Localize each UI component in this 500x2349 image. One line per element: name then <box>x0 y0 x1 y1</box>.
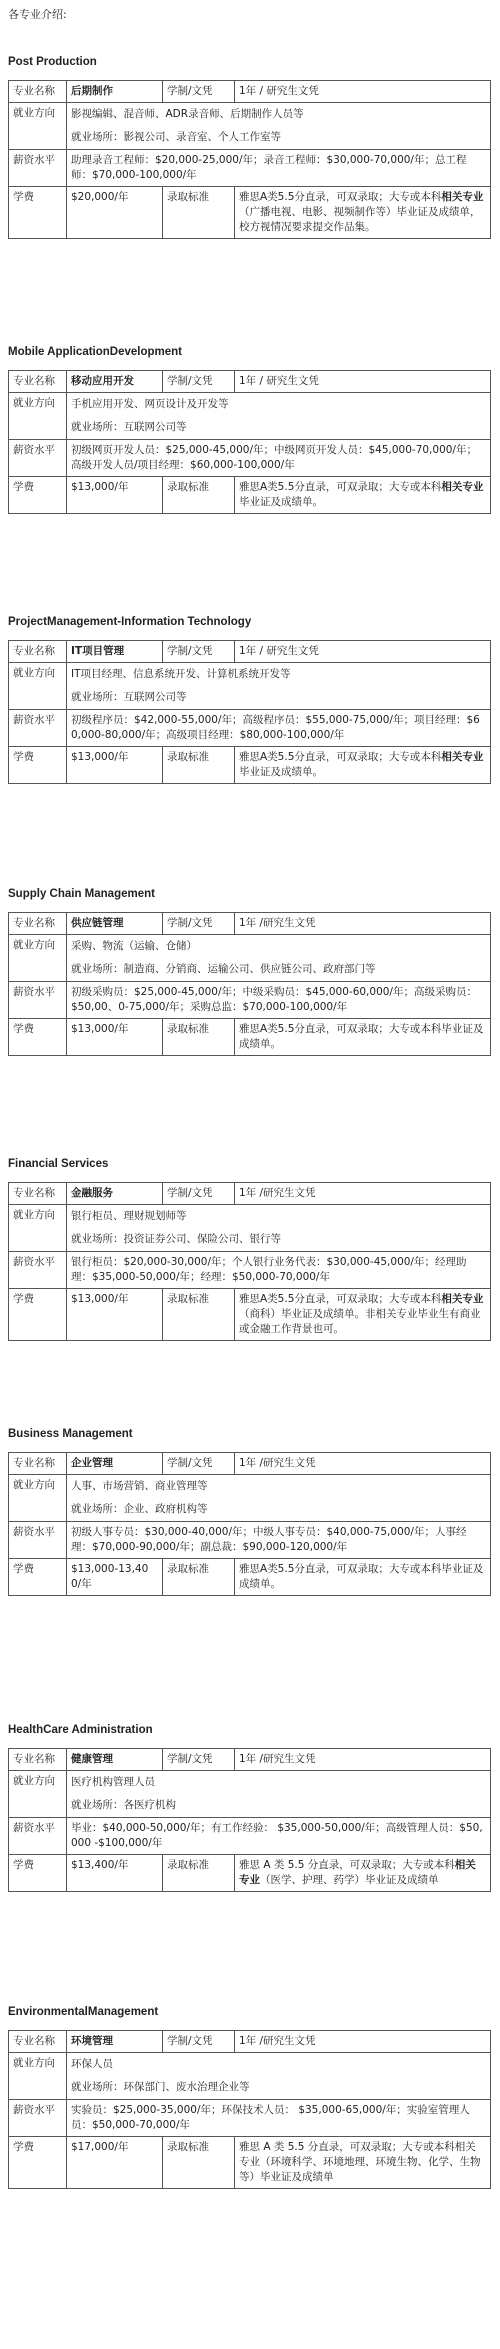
intro-text: 各专业介绍: <box>8 8 67 21</box>
direction-workplaces: 就业场所：互联网公司等 <box>71 421 187 433</box>
major-label: 专业名称 <box>9 1453 67 1475</box>
direction-workplaces: 就业场所：投资证券公司、保险公司、银行等 <box>71 1233 281 1245</box>
admission-label: 录取标准 <box>163 1289 235 1341</box>
salary-label: 薪资水平 <box>9 1252 67 1289</box>
degree-label: 学制/文凭 <box>163 1183 235 1205</box>
major-name: 后期制作 <box>67 81 163 103</box>
degree-value: 1年 /研究生文凭 <box>235 1749 491 1771</box>
admission-text: 雅思A类5.5分直录，可双录取；大专或本科 <box>239 1293 442 1305</box>
section-title: EnvironmentalManagement <box>8 2006 159 2018</box>
direction-roles: 人事、市场营销、商业管理等 <box>71 1480 208 1492</box>
major-label: 专业名称 <box>9 2031 67 2053</box>
major-name: 健康管理 <box>67 1749 163 1771</box>
direction-workplaces: 就业场所：制造商、分销商、运输公司、供应链公司、政府部门等 <box>71 963 376 975</box>
direction-workplaces: 就业场所：影视公司、录音室、个人工作室等 <box>71 131 281 143</box>
direction-value <box>67 663 491 710</box>
degree-value: 1年 / 研究生文凭 <box>235 371 491 393</box>
direction-value <box>67 2053 491 2100</box>
table-row <box>9 1818 491 1855</box>
major-name: 企业管理 <box>67 1453 163 1475</box>
admission-text: 雅思A类5.5分直录，可双录取；大专或本科毕业证及成绩单。 <box>239 1023 484 1050</box>
degree-label: 学制/文凭 <box>163 913 235 935</box>
major-table <box>8 1748 491 1892</box>
direction-workplaces: 就业场所：互联网公司等 <box>71 691 187 703</box>
degree-label: 学制/文凭 <box>163 81 235 103</box>
salary-value: 初级人事专员：$30,000-40,000/年；中级人事专员：$40,000-75,000/年；人事经理：$70,000-90,000/年；副总裁：$90,000-120,000/年 <box>67 1522 491 1559</box>
salary-label: 薪资水平 <box>9 440 67 477</box>
major-label: 专业名称 <box>9 641 67 663</box>
table-row <box>9 1749 491 1771</box>
major-label: 专业名称 <box>9 913 67 935</box>
major-table <box>8 370 491 514</box>
admission-highlight: 相关专业 <box>441 191 484 203</box>
table-row <box>9 982 491 1019</box>
direction-label: 就业方向 <box>9 663 67 710</box>
direction-label: 就业方向 <box>9 2053 67 2100</box>
tuition-label: 学费 <box>9 747 67 784</box>
degree-value: 1年 / 研究生文凭 <box>235 81 491 103</box>
direction-label: 就业方向 <box>9 393 67 440</box>
table-row <box>9 81 491 103</box>
major-table <box>8 1452 491 1596</box>
admission-value <box>235 1289 491 1341</box>
major-table <box>8 80 491 239</box>
salary-value: 初级采购员：$25,000-45,000/年；中级采购员：$45,000-60,000/年；高级采购员：$50,00、0-75,000/年；采购总监：$70,000-100,000/年 <box>67 982 491 1019</box>
major-name: 环境管理 <box>67 2031 163 2053</box>
salary-value: 助理录音工程师：$20,000-25,000/年；录音工程师：$30,000-70,000/年；总工程师：$70,000-100,000/年 <box>67 150 491 187</box>
admission-highlight: 相关专业 <box>239 1859 476 1886</box>
admission-label: 录取标准 <box>163 2137 235 2189</box>
salary-value: 实验员：$25,000-35,000/年；环保技术人员： $35,000-65,000/年；实验室管理人员：$50,000-70,000/年 <box>67 2100 491 2137</box>
degree-value: 1年 /研究生文凭 <box>235 1453 491 1475</box>
admission-label: 录取标准 <box>163 1559 235 1596</box>
section-title: Supply Chain Management <box>8 888 155 900</box>
salary-label: 薪资水平 <box>9 1818 67 1855</box>
table-row <box>9 1771 491 1818</box>
major-table <box>8 2030 491 2189</box>
direction-roles: 影视编辑、混音师、ADR录音师、后期制作人员等 <box>71 108 304 120</box>
degree-label: 学制/文凭 <box>163 1749 235 1771</box>
direction-value <box>67 1205 491 1252</box>
admission-value <box>235 477 491 514</box>
table-row <box>9 2053 491 2100</box>
major-label: 专业名称 <box>9 1749 67 1771</box>
salary-label: 薪资水平 <box>9 150 67 187</box>
section-title: HealthCare Administration <box>8 1724 153 1736</box>
major-table <box>8 1182 491 1341</box>
table-row <box>9 1289 491 1341</box>
admission-text: 雅思A类5.5分直录，可双录取；大专或本科毕业证及成绩单。 <box>239 1563 484 1590</box>
admission-text: 雅思 A 类 5.5 分直录，可双录取；大专或本科相关专业（环境科学、环境地理、环境生物、化学、生物等）毕业证及成绩单 <box>239 2141 481 2183</box>
tuition-value: $17,000/年 <box>67 2137 163 2189</box>
major-label: 专业名称 <box>9 1183 67 1205</box>
table-row <box>9 710 491 747</box>
direction-roles: 采购、物流（运输、仓储） <box>71 940 197 952</box>
salary-label: 薪资水平 <box>9 1522 67 1559</box>
table-row <box>9 371 491 393</box>
tuition-value: $20,000/年 <box>67 187 163 239</box>
salary-label: 薪资水平 <box>9 710 67 747</box>
degree-label: 学制/文凭 <box>163 641 235 663</box>
admission-value <box>235 1855 491 1892</box>
admission-text-rest: （广播电视、电影、视频制作等）毕业证及成绩单，校方视情况要求提交作品集。 <box>239 206 481 233</box>
admission-text-rest: 毕业证及成绩单。 <box>239 496 323 508</box>
admission-label: 录取标准 <box>163 477 235 514</box>
admission-text: 雅思A类5.5分直录，可双录取；大专或本科 <box>239 191 442 203</box>
major-name: 移动应用开发 <box>67 371 163 393</box>
tuition-value: $13,000/年 <box>67 747 163 784</box>
major-table <box>8 912 491 1056</box>
direction-value <box>67 103 491 150</box>
tuition-value: $13,400/年 <box>67 1855 163 1892</box>
degree-value: 1年 / 研究生文凭 <box>235 641 491 663</box>
direction-workplaces: 就业场所：企业、政府机构等 <box>71 1503 208 1515</box>
tuition-label: 学费 <box>9 2137 67 2189</box>
tuition-label: 学费 <box>9 1559 67 1596</box>
salary-label: 薪资水平 <box>9 2100 67 2137</box>
admission-label: 录取标准 <box>163 747 235 784</box>
tuition-label: 学费 <box>9 477 67 514</box>
admission-label: 录取标准 <box>163 1855 235 1892</box>
tuition-value: $13,000/年 <box>67 477 163 514</box>
admission-highlight: 相关专业 <box>441 751 484 763</box>
direction-roles: 银行柜员、理财规划师等 <box>71 1210 187 1222</box>
admission-text-rest: 毕业证及成绩单。 <box>239 766 323 778</box>
tuition-label: 学费 <box>9 1855 67 1892</box>
direction-value <box>67 393 491 440</box>
direction-roles: 医疗机构管理人员 <box>71 1776 155 1788</box>
salary-value: 银行柜员：$20,000-30,000/年；个人银行业务代表：$30,000-45,000/年；经理助理：$35,000-50,000/年；经理：$50,000-70,000/年 <box>67 1252 491 1289</box>
direction-value <box>67 1771 491 1818</box>
degree-label: 学制/文凭 <box>163 371 235 393</box>
admission-highlight: 相关专业 <box>441 1293 484 1305</box>
degree-label: 学制/文凭 <box>163 1453 235 1475</box>
table-row <box>9 1183 491 1205</box>
direction-workplaces: 就业场所：环保部门、废水治理企业等 <box>71 2081 250 2093</box>
admission-text-rest: （医学、护理、药学）毕业证及成绩单 <box>260 1874 439 1886</box>
major-name: 供应链管理 <box>67 913 163 935</box>
degree-value: 1年 /研究生文凭 <box>235 1183 491 1205</box>
table-row <box>9 103 491 150</box>
major-label: 专业名称 <box>9 81 67 103</box>
table-row <box>9 1205 491 1252</box>
table-row <box>9 913 491 935</box>
admission-value <box>235 2137 491 2189</box>
tuition-label: 学费 <box>9 187 67 239</box>
direction-label: 就业方向 <box>9 1475 67 1522</box>
direction-label: 就业方向 <box>9 1771 67 1818</box>
table-row <box>9 641 491 663</box>
admission-text: 雅思A类5.5分直录，可双录取；大专或本科 <box>239 481 442 493</box>
direction-label: 就业方向 <box>9 935 67 982</box>
admission-value <box>235 1559 491 1596</box>
salary-value: 毕业：$40,000-50,000/年；有工作经验： $35,000-50,000/年；高级管理人员：$50,000 -$100,000/年 <box>67 1818 491 1855</box>
table-row <box>9 1855 491 1892</box>
salary-value: 初级程序员：$42,000-55,000/年；高级程序员：$55,000-75,000/年；项目经理：$60,000-80,000/年；高级项目经理：$80,000-100,000/年 <box>67 710 491 747</box>
table-row <box>9 393 491 440</box>
tuition-value: $13,000/年 <box>67 1289 163 1341</box>
direction-value <box>67 935 491 982</box>
admission-label: 录取标准 <box>163 1019 235 1056</box>
direction-label: 就业方向 <box>9 1205 67 1252</box>
table-row <box>9 747 491 784</box>
table-row <box>9 1252 491 1289</box>
table-row <box>9 1453 491 1475</box>
section-title: Post Production <box>8 56 97 68</box>
table-row <box>9 663 491 710</box>
table-row <box>9 2031 491 2053</box>
admission-text: 雅思 A 类 5.5 分直录，可双录取；大专或本科 <box>239 1859 455 1871</box>
admission-value <box>235 747 491 784</box>
admission-text: 雅思A类5.5分直录，可双录取；大专或本科 <box>239 751 442 763</box>
salary-label: 薪资水平 <box>9 982 67 1019</box>
section-title: Business Management <box>8 1428 133 1440</box>
degree-value: 1年 /研究生文凭 <box>235 913 491 935</box>
section-title: Financial Services <box>8 1158 109 1170</box>
major-label: 专业名称 <box>9 371 67 393</box>
degree-value: 1年 /研究生文凭 <box>235 2031 491 2053</box>
table-row <box>9 2100 491 2137</box>
table-row <box>9 2137 491 2189</box>
table-row <box>9 935 491 982</box>
table-row <box>9 1522 491 1559</box>
table-row <box>9 477 491 514</box>
tuition-label: 学费 <box>9 1289 67 1341</box>
admission-value <box>235 187 491 239</box>
direction-roles: IT项目经理、信息系统开发、计算机系统开发等 <box>71 668 291 680</box>
major-name: 金融服务 <box>67 1183 163 1205</box>
tuition-value: $13,000-13,400/年 <box>67 1559 163 1596</box>
admission-text-rest: （商科）毕业证及成绩单。非相关专业毕业生有商业或金融工作背景也可。 <box>239 1308 481 1335</box>
admission-value <box>235 1019 491 1056</box>
direction-label: 就业方向 <box>9 103 67 150</box>
salary-value: 初级网页开发人员：$25,000-45,000/年；中级网页开发人员：$45,000-70,000/年；高级开发人员/项目经理：$60,000-100,000/年 <box>67 440 491 477</box>
tuition-label: 学费 <box>9 1019 67 1056</box>
direction-roles: 手机应用开发、网页设计及开发等 <box>71 398 229 410</box>
major-table <box>8 640 491 784</box>
table-row <box>9 187 491 239</box>
section-title: ProjectManagement-Information Technology <box>8 616 252 628</box>
direction-workplaces: 就业场所：各医疗机构 <box>71 1799 176 1811</box>
direction-roles: 环保人员 <box>71 2058 113 2070</box>
major-name: IT项目管理 <box>67 641 163 663</box>
direction-value <box>67 1475 491 1522</box>
table-row <box>9 1019 491 1056</box>
admission-label: 录取标准 <box>163 187 235 239</box>
table-row <box>9 1559 491 1596</box>
admission-highlight: 相关专业 <box>441 481 484 493</box>
tuition-value: $13,000/年 <box>67 1019 163 1056</box>
degree-label: 学制/文凭 <box>163 2031 235 2053</box>
table-row <box>9 1475 491 1522</box>
table-row <box>9 440 491 477</box>
section-title: Mobile ApplicationDevelopment <box>8 346 183 358</box>
table-row <box>9 150 491 187</box>
